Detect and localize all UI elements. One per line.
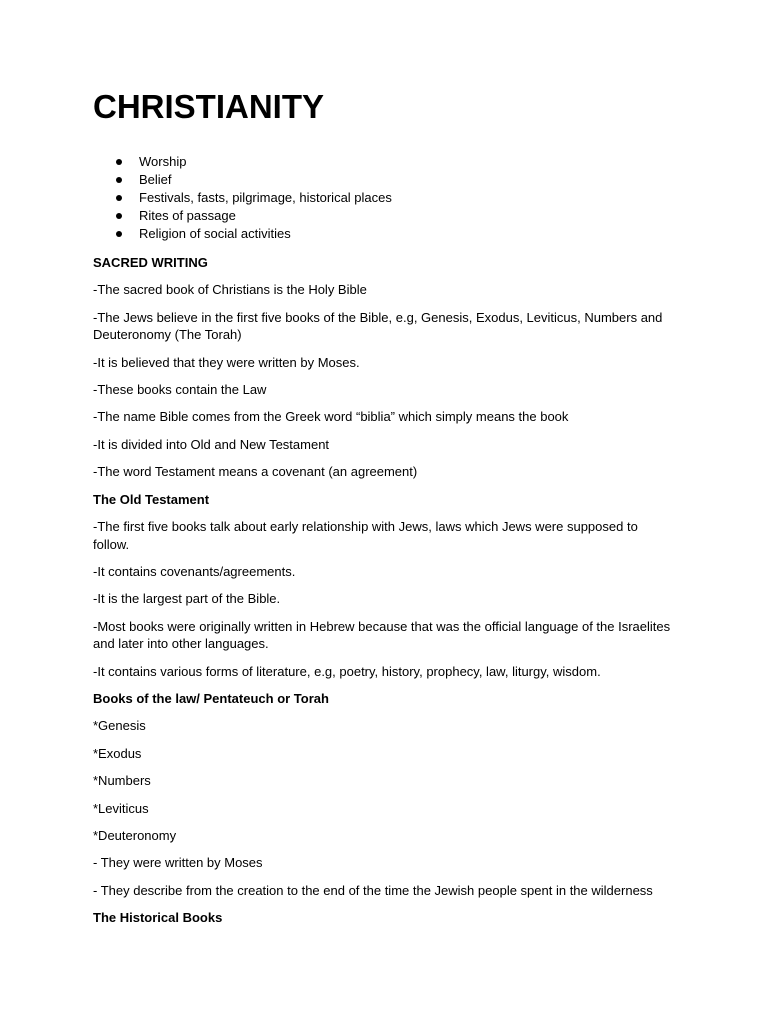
paragraph: -The first five books talk about early relationship with Jews, laws which Jews were supposed to follow. — [93, 519, 638, 552]
bullet-item — [93, 189, 673, 207]
sacred-writing-heading: SACRED WRITING — [93, 255, 208, 270]
paragraph: -These books contain the Law — [93, 382, 267, 398]
document-content — [93, 86, 673, 927]
bullet-dot-icon — [116, 195, 122, 201]
paragraph: -The sacred book of Christians is the Holy Bible — [93, 282, 367, 298]
paragraph: -It is divided into Old and New Testament — [93, 436, 330, 452]
book-list-item: *Exodus — [93, 745, 142, 761]
bullet-text: Religion of social activities — [139, 226, 291, 241]
bullet-dot-icon — [116, 159, 122, 165]
paragraph: -The name Bible comes from the Greek word “biblia” which simply means the book — [93, 409, 569, 425]
bullet-text: Rites of passage — [139, 208, 236, 223]
bullet-item — [93, 171, 673, 189]
paragraph: -It is the largest part of the Bible. — [93, 591, 281, 607]
paragraph: -The word Testament means a covenant (an agreement) — [93, 464, 418, 480]
book-list-item: *Leviticus — [93, 800, 149, 816]
book-list-item: *Deuteronomy — [93, 827, 177, 843]
paragraph: - They describe from the creation to the end of the time the Jewish people spent in the wilderness — [93, 882, 653, 898]
bullet-text: Belief — [139, 172, 172, 187]
historical-books-heading: The Historical Books — [93, 910, 223, 926]
bullet-item — [93, 207, 673, 225]
page-title: CHRISTIANITY — [93, 88, 324, 125]
paragraph: -The Jews believe in the first five books of the Bible, e.g, Genesis, Exodus, Leviticus, Numbers and Deuteronomy (The Torah) — [93, 309, 663, 343]
books-of-law-heading: Books of the law/ Pentateuch or Torah — [93, 690, 329, 706]
bullet-item — [93, 225, 673, 243]
paragraph: -Most books were originally written in Hebrew because that was the official language of the Israelites and later into other languages. — [93, 618, 671, 652]
bullet-item — [93, 153, 673, 171]
paragraph: -It contains various forms of literature, e.g, poetry, history, prophecy, law, liturgy, wisdom. — [93, 663, 601, 679]
book-list-item: *Numbers — [93, 773, 151, 789]
topic-bullet-list — [93, 153, 673, 243]
paragraph: - They were written by Moses — [93, 855, 263, 871]
book-list-item: *Genesis — [93, 718, 146, 734]
paragraph: -It is believed that they were written by Moses. — [93, 354, 360, 370]
bullet-text: Worship — [139, 154, 187, 169]
paragraph: -It contains covenants/agreements. — [93, 563, 296, 579]
bullet-dot-icon — [116, 231, 122, 237]
bullet-text: Festivals, fasts, pilgrimage, historical places — [139, 190, 392, 205]
bullet-dot-icon — [116, 213, 122, 219]
old-testament-heading: The Old Testament — [93, 491, 210, 507]
bullet-dot-icon — [116, 177, 122, 183]
